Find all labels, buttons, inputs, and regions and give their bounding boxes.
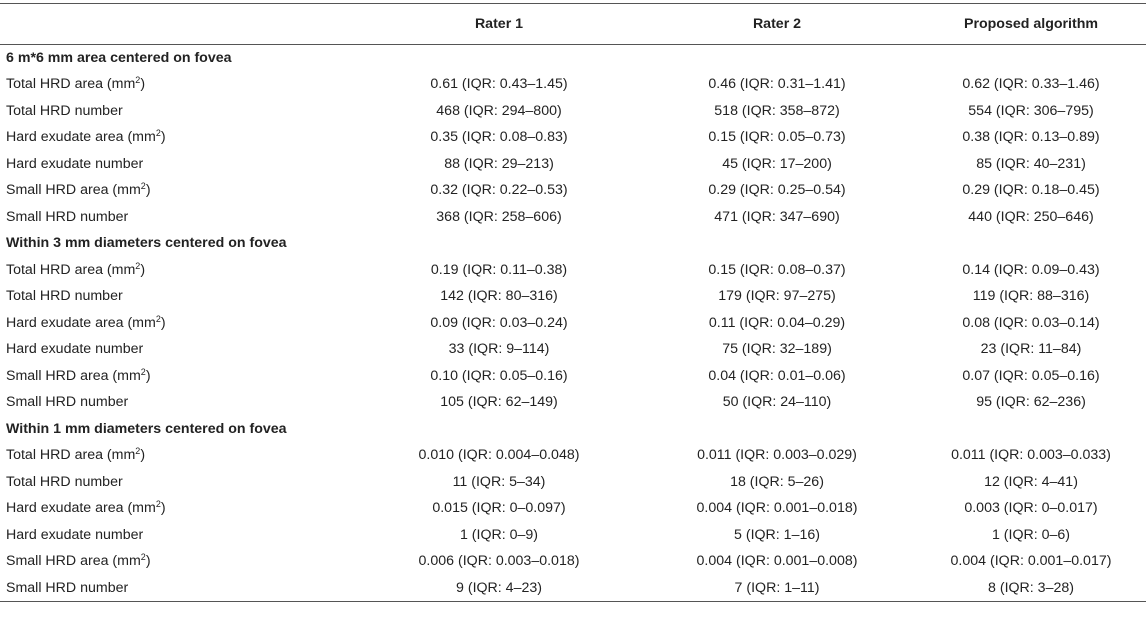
table-row — [0, 204, 1146, 231]
row-label-suffix: ) — [140, 447, 146, 464]
header-cell-proposed-algorithm: Proposed algorithm — [916, 4, 1146, 45]
row-label-suffix: ) — [145, 367, 151, 384]
value-cell-proposed-algorithm: 0.62 (IQR: 0.33–1.46) — [962, 76, 1100, 93]
value-cell-proposed-algorithm: 0.14 (IQR: 0.09–0.43) — [962, 261, 1100, 278]
table-row — [0, 310, 1146, 337]
row-label: Hard exudate area (mm — [6, 129, 156, 146]
value-cell-proposed-algorithm: 0.003 (IQR: 0–0.017) — [964, 500, 1098, 517]
value-cell-proposed-algorithm: 8 (IQR: 3–28) — [916, 575, 1146, 602]
section-title: 6 m*6 mm area centered on fovea — [6, 50, 232, 66]
table-row — [0, 124, 1146, 151]
value-cell-rater-1: 0.015 (IQR: 0–0.097) — [432, 500, 566, 517]
value-cell-rater-1: 468 (IQR: 294–800) — [436, 102, 562, 119]
header-cell-rater-1: Rater 1 — [360, 4, 638, 45]
row-label-cell — [0, 495, 360, 522]
row-label-suffix: ) — [160, 314, 166, 331]
value-cell-rater-2: 0.15 (IQR: 0.05–0.73) — [708, 129, 846, 146]
unit-superscript: 2 — [155, 499, 161, 510]
value-cell-rater-2: 7 (IQR: 1–11) — [638, 575, 916, 602]
row-label-cell — [0, 575, 360, 602]
row-label-suffix: ) — [145, 182, 151, 199]
header-cell-metric — [0, 4, 360, 45]
row-label: Total HRD number — [6, 102, 123, 119]
row-label: Small HRD area (mm — [6, 182, 141, 199]
row-label: Small HRD number — [6, 394, 129, 411]
value-cell-rater-2: 0.15 (IQR: 0.08–0.37) — [708, 261, 846, 278]
row-label-cell — [0, 204, 360, 231]
table-row — [0, 336, 1146, 363]
unit-superscript: 2 — [135, 446, 141, 457]
value-cell-rater-1: 0.32 (IQR: 0.22–0.53) — [430, 182, 568, 199]
value-cell-rater-1: 88 (IQR: 29–213) — [444, 155, 554, 172]
value-cell-proposed-algorithm: 0.29 (IQR: 0.18–0.45) — [962, 182, 1100, 199]
value-cell-rater-1: 368 (IQR: 258–606) — [436, 208, 562, 225]
table-row — [0, 575, 1146, 602]
section-header-row — [0, 230, 1146, 257]
section-title: Within 3 mm diameters centered on fovea — [6, 235, 287, 252]
row-label: Total HRD area (mm — [6, 447, 136, 464]
value-cell-rater-2: 0.011 (IQR: 0.003–0.029) — [697, 447, 857, 464]
row-label-suffix: ) — [160, 129, 166, 146]
value-cell-rater-1: 0.10 (IQR: 0.05–0.16) — [430, 367, 568, 384]
table-body — [0, 45, 1146, 602]
value-cell-rater-2: 471 (IQR: 347–690) — [714, 208, 840, 225]
value-cell-rater-1: 0.19 (IQR: 0.11–0.38) — [430, 261, 568, 278]
table-row — [0, 151, 1146, 178]
table-row — [0, 522, 1146, 549]
row-label: Hard exudate area (mm — [6, 314, 156, 331]
value-cell-rater-2: 5 (IQR: 1–16) — [734, 526, 820, 543]
value-cell-rater-2: 0.004 (IQR: 0.001–0.008) — [696, 553, 858, 570]
value-cell-proposed-algorithm: 0.08 (IQR: 0.03–0.14) — [962, 314, 1100, 331]
row-label: Total HRD number — [6, 288, 123, 305]
row-label-cell — [0, 442, 360, 469]
row-label-suffix: ) — [140, 76, 146, 93]
value-cell-proposed-algorithm: 1 (IQR: 0–6) — [991, 526, 1071, 543]
value-cell-rater-2: 45 (IQR: 17–200) — [722, 155, 832, 172]
header-cell-rater-2: Rater 2 — [638, 4, 916, 45]
value-cell-rater-1: 0.35 (IQR: 0.08–0.83) — [430, 129, 568, 146]
unit-superscript: 2 — [140, 181, 146, 192]
value-cell-rater-1: 9 (IQR: 4–23) — [360, 575, 638, 602]
row-label: Hard exudate number — [6, 155, 144, 172]
unit-superscript: 2 — [135, 75, 141, 86]
value-cell-proposed-algorithm: 23 (IQR: 11–84) — [980, 341, 1082, 358]
row-label: Total HRD area (mm — [6, 261, 136, 278]
table-row — [0, 469, 1146, 496]
table-row — [0, 442, 1146, 469]
value-cell-rater-2: 0.46 (IQR: 0.31–1.41) — [708, 76, 846, 93]
value-cell-rater-1: 33 (IQR: 9–114) — [448, 341, 550, 358]
table-row — [0, 389, 1146, 416]
value-cell-rater-2: 518 (IQR: 358–872) — [714, 102, 840, 119]
value-cell-rater-2: 18 (IQR: 5–26) — [730, 473, 824, 490]
value-cell-proposed-algorithm: 0.004 (IQR: 0.001–0.017) — [950, 553, 1112, 570]
value-cell-proposed-algorithm: 0.07 (IQR: 0.05–0.16) — [962, 367, 1100, 384]
value-cell-rater-1: 0.006 (IQR: 0.003–0.018) — [418, 553, 580, 570]
row-label: Hard exudate number — [6, 341, 144, 358]
value-cell-rater-2: 0.29 (IQR: 0.25–0.54) — [708, 182, 846, 199]
unit-superscript: 2 — [155, 128, 161, 139]
value-cell-rater-2: 0.004 (IQR: 0.001–0.018) — [696, 500, 858, 517]
table-row — [0, 257, 1146, 284]
value-cell-rater-2: 0.04 (IQR: 0.01–0.06) — [708, 367, 846, 384]
value-cell-rater-1: 142 (IQR: 80–316) — [440, 288, 558, 305]
table-row — [0, 71, 1146, 98]
value-cell-proposed-algorithm: 0.38 (IQR: 0.13–0.89) — [962, 129, 1100, 146]
table-row — [0, 283, 1146, 310]
unit-superscript: 2 — [140, 552, 146, 563]
unit-superscript: 2 — [140, 366, 146, 377]
row-label-suffix: ) — [140, 261, 146, 278]
row-label-cell — [0, 363, 360, 390]
table-row — [0, 98, 1146, 125]
row-label-cell — [0, 124, 360, 151]
row-label-cell — [0, 469, 360, 496]
table-row — [0, 177, 1146, 204]
value-cell-rater-1: 105 (IQR: 62–149) — [440, 394, 558, 411]
value-cell-proposed-algorithm: 119 (IQR: 88–316) — [972, 288, 1090, 305]
value-cell-proposed-algorithm: 12 (IQR: 4–41) — [984, 473, 1078, 490]
row-label-cell — [0, 283, 360, 310]
unit-superscript: 2 — [135, 260, 141, 271]
row-label: Small HRD number — [6, 208, 129, 225]
value-cell-proposed-algorithm: 95 (IQR: 62–236) — [976, 394, 1086, 411]
results-table — [0, 3, 1146, 602]
value-cell-rater-2: 50 (IQR: 24–110) — [722, 394, 832, 411]
table-row — [0, 548, 1146, 575]
row-label-cell — [0, 257, 360, 284]
value-cell-proposed-algorithm: 85 (IQR: 40–231) — [976, 155, 1086, 172]
row-label-cell — [0, 98, 360, 125]
row-label-suffix: ) — [145, 553, 151, 570]
value-cell-rater-2: 0.11 (IQR: 0.04–0.29) — [708, 314, 846, 331]
row-label-cell — [0, 310, 360, 337]
row-label: Hard exudate number — [6, 526, 144, 543]
table-header — [0, 4, 1146, 45]
section-header-row — [0, 45, 1146, 72]
value-cell-rater-2: 75 (IQR: 32–189) — [722, 341, 832, 358]
value-cell-proposed-algorithm: 554 (IQR: 306–795) — [968, 102, 1094, 119]
value-cell-rater-1: 0.010 (IQR: 0.004–0.048) — [418, 447, 580, 464]
row-label-cell — [0, 151, 360, 178]
value-cell-proposed-algorithm: 440 (IQR: 250–646) — [968, 208, 1094, 225]
row-label: Total HRD area (mm — [6, 76, 136, 93]
table-row — [0, 363, 1146, 390]
row-label-cell — [0, 548, 360, 575]
row-label-cell — [0, 336, 360, 363]
section-header-row — [0, 416, 1146, 443]
table-row — [0, 495, 1146, 522]
section-title: Within 1 mm diameters centered on fovea — [6, 420, 287, 437]
row-label-cell — [0, 177, 360, 204]
value-cell-rater-1: 1 (IQR: 0–9) — [459, 526, 539, 543]
row-label: Small HRD area (mm — [6, 367, 141, 384]
row-label: Total HRD number — [6, 473, 123, 490]
row-label: Small HRD area (mm — [6, 553, 141, 570]
value-cell-rater-1: 11 (IQR: 5–34) — [452, 473, 546, 490]
row-label-cell — [0, 522, 360, 549]
header-row — [0, 4, 1146, 45]
row-label-cell — [0, 71, 360, 98]
value-cell-rater-1: 0.09 (IQR: 0.03–0.24) — [430, 314, 568, 331]
value-cell-rater-1: 0.61 (IQR: 0.43–1.45) — [430, 76, 568, 93]
row-label-cell — [0, 389, 360, 416]
row-label-suffix: ) — [160, 500, 166, 517]
unit-superscript: 2 — [155, 313, 161, 324]
row-label: Hard exudate area (mm — [6, 500, 156, 517]
row-label: Small HRD number — [6, 579, 129, 596]
value-cell-proposed-algorithm: 0.011 (IQR: 0.003–0.033) — [951, 447, 1111, 464]
value-cell-rater-2: 179 (IQR: 97–275) — [718, 288, 836, 305]
